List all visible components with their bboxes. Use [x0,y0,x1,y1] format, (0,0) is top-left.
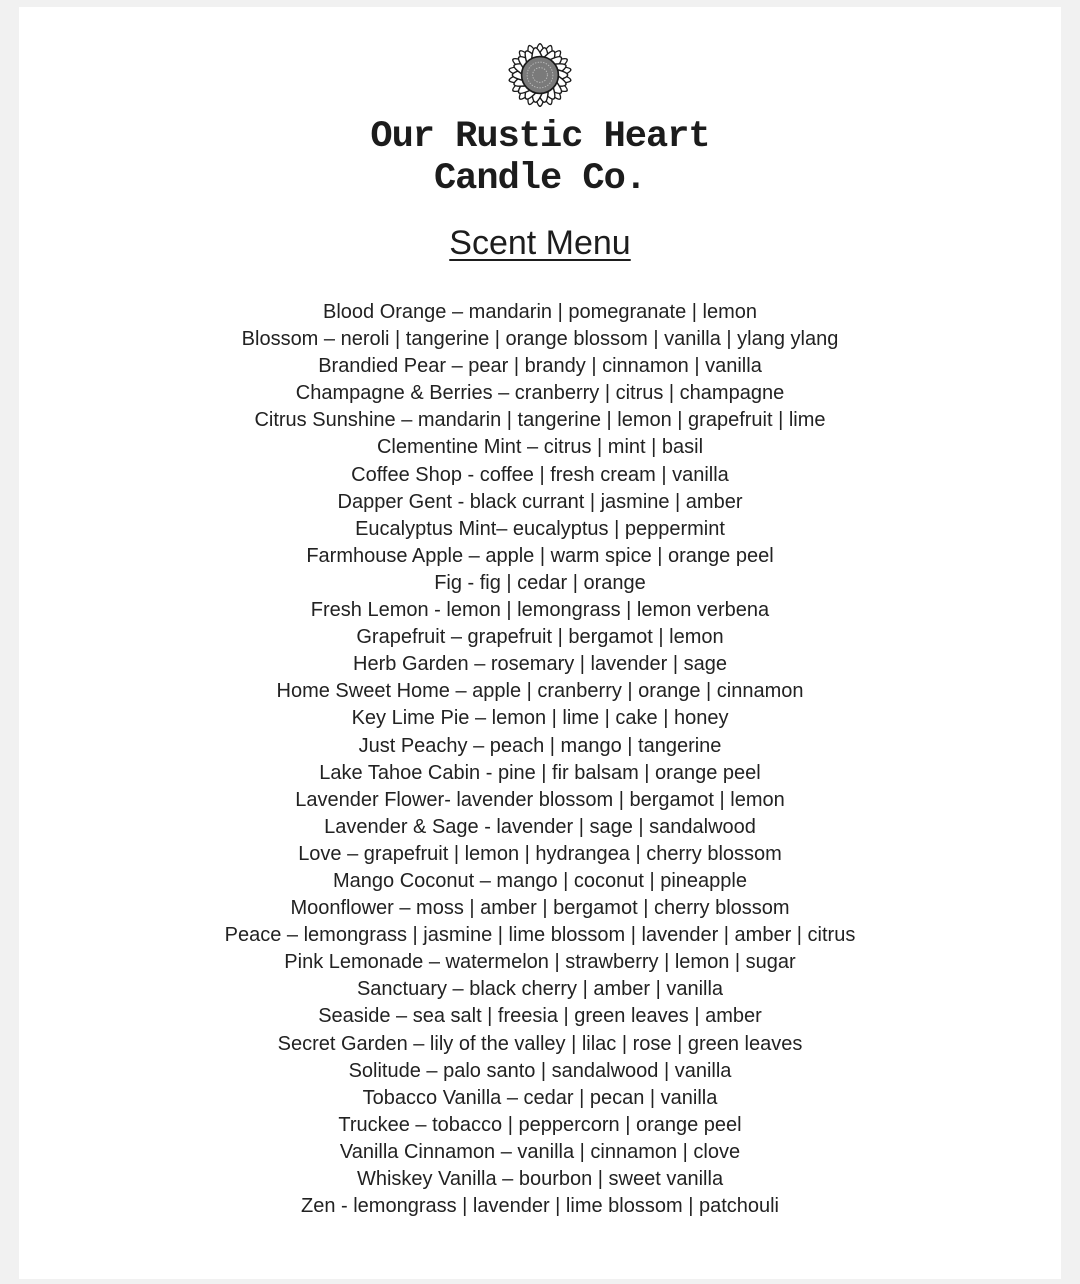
scent-item: Coffee Shop - coffee | fresh cream | vanilla [351,463,729,486]
scent-item: Clementine Mint – citrus | mint | basil [376,436,704,459]
scent-item: Dapper Gent - black currant | jasmine | amber [337,490,743,513]
scent-item: Moonflower – moss | amber | bergamot | cherry blossom [290,897,790,920]
scent-item: Vanilla Cinnamon – vanilla | cinnamon | clove [339,1140,741,1163]
brand-name-line-2: Candle Co. [433,158,647,200]
scent-item: Mango Coconut – mango | coconut | pineapple [332,869,747,892]
scent-item: Solitude – palo santo | sandalwood | vanilla [348,1059,732,1082]
scent-item: Brandied Pear – pear | brandy | cinnamon | vanilla [318,355,762,378]
scent-item: Lavender & Sage - lavender | sage | sandalwood [324,815,756,838]
scent-item: Just Peachy – peach | mango | tangerine [358,734,722,757]
scent-item: Secret Garden – lily of the valley | lilac | rose | green leaves [277,1032,803,1055]
page-title [19,219,1061,267]
scent-item: Peace – lemongrass | jasmine | lime blossom | lavender | amber | citrus [224,924,856,947]
scent-item: Home Sweet Home – apple | cranberry | orange | cinnamon [276,680,804,703]
scent-item: Citrus Sunshine – mandarin | tangerine | lemon | grapefruit | lime [254,409,826,432]
scent-item: Grapefruit – grapefruit | bergamot | lemon [356,626,724,649]
page-title-text: Scent Menu [449,224,631,262]
sunflower-icon [494,29,586,121]
scent-item: Farmhouse Apple – apple | warm spice | orange peel [306,544,774,567]
scent-item: Champagne & Berries – cranberry | citrus | champagne [295,382,785,405]
scent-item: Fresh Lemon - lemon | lemongrass | lemon verbena [310,599,770,622]
menu-page [19,7,1061,1279]
scent-item: Fig - fig | cedar | orange [434,571,646,594]
scent-item: Tobacco Vanilla – cedar | pecan | vanilla [362,1086,718,1109]
brand-name-line-1: Our Rustic Heart [370,116,710,158]
scent-item: Seaside – sea salt | freesia | green leaves | amber [318,1005,762,1028]
scent-item: Pink Lemonade – watermelon | strawberry | lemon | sugar [284,951,796,974]
scent-item: Key Lime Pie – lemon | lime | cake | honey [351,707,729,730]
scent-item: Sanctuary – black cherry | amber | vanilla [356,978,724,1001]
scent-item: Love – grapefruit | lemon | hydrangea | cherry blossom [298,842,782,865]
scent-item: Zen - lemongrass | lavender | lime blossom | patchouli [300,1195,780,1218]
scent-item: Lavender Flower- lavender blossom | bergamot | lemon [295,788,785,811]
scent-item: Blossom – neroli | tangerine | orange blossom | vanilla | ylang ylang [241,328,839,351]
scent-item: Truckee – tobacco | peppercorn | orange peel [338,1113,742,1136]
scent-item: Eucalyptus Mint– eucalyptus | peppermint [355,517,725,540]
scent-list [19,299,1061,1220]
scent-item: Herb Garden – rosemary | lavender | sage [353,653,727,676]
scent-item: Lake Tahoe Cabin - pine | fir balsam | orange peel [319,761,761,784]
scent-item: Whiskey Vanilla – bourbon | sweet vanilla [356,1168,724,1190]
scent-item: Blood Orange – mandarin | pomegranate | lemon [323,301,757,323]
